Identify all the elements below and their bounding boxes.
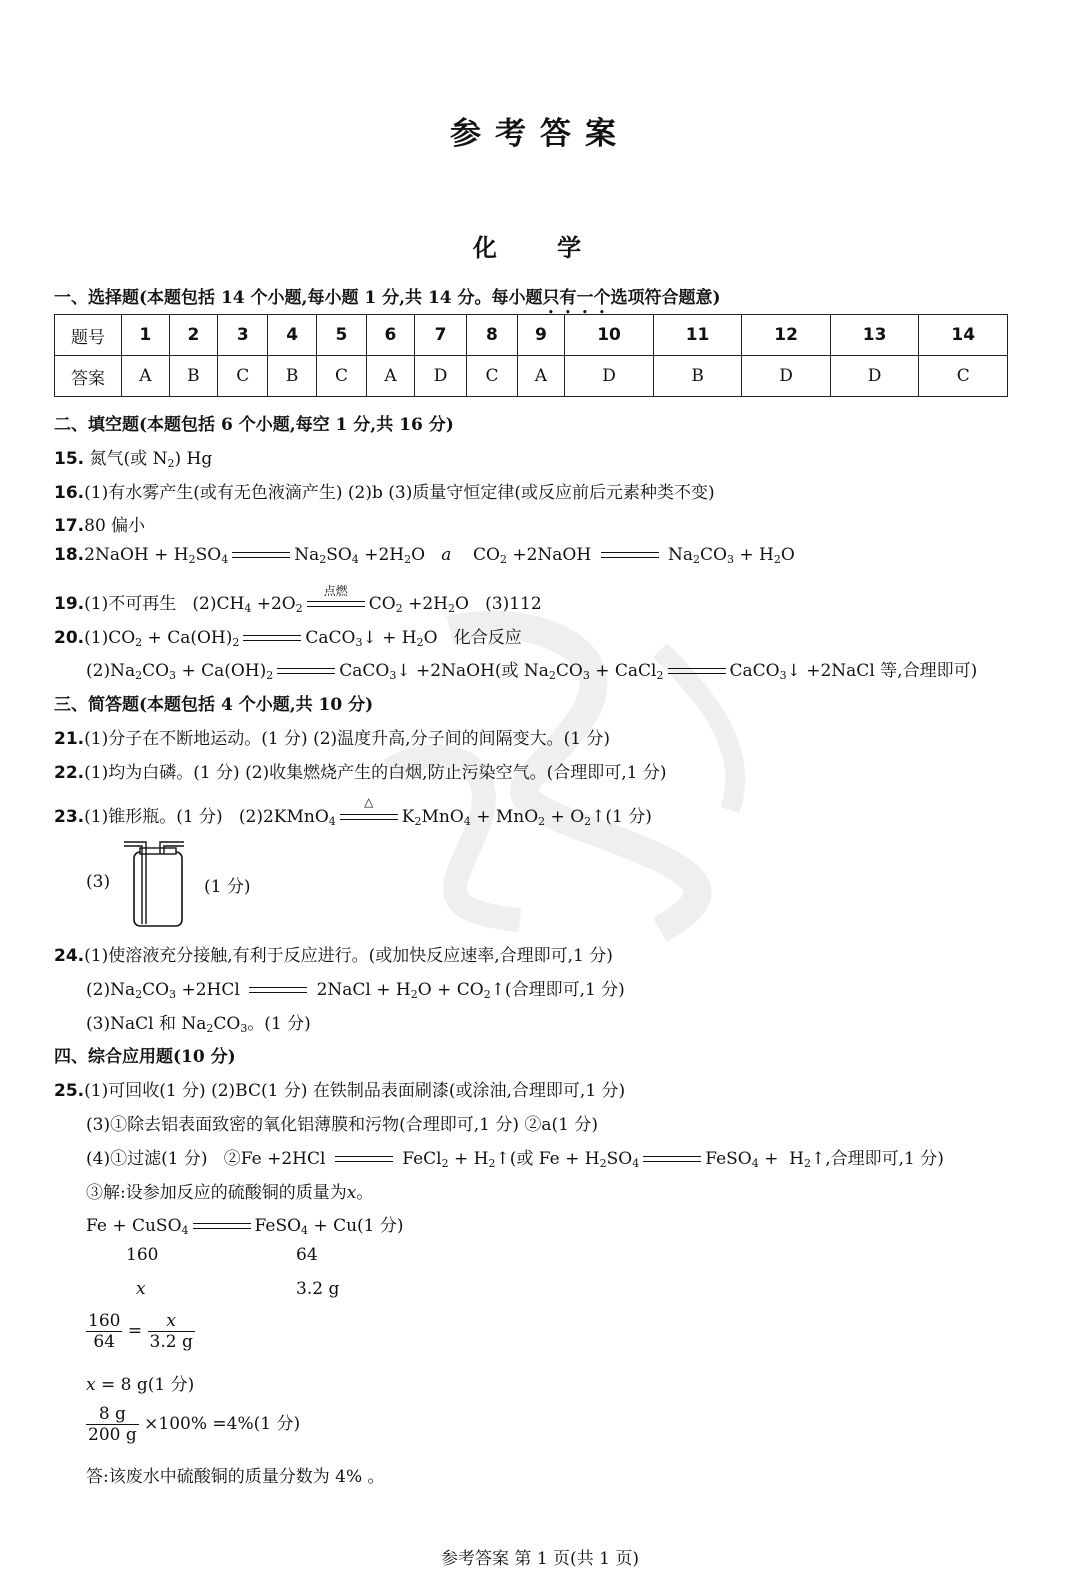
answer-line-18: 18.2NaOH + $H_2SO_4$ $Na_2SO_4 +2H_2O$ a $CO_2$ +2NaOH $Na_2CO_3 + H_2O$ (54, 545, 795, 566)
page-footer: 参考答案 第 1 页(共 1 页) (441, 1549, 639, 1569)
table-cell: 7 (414, 315, 467, 356)
answer-line-22: 22.(1)均为白磷。(1 分) (2)收集燃烧产生的白烟,防止污染空气。(合理即可,1 分) (54, 763, 667, 783)
table-cell: C (467, 356, 517, 397)
table-cell: B (653, 356, 742, 397)
table-cell: B (169, 356, 217, 397)
section1-title: 一、选择题(本题包括 14 个小题,每小题 1 分,共 14 分。每小题只有一个选项符合题意) (54, 288, 721, 308)
answer-line-23-3-score: (1 分) (204, 877, 251, 897)
calc-molar-2: 64 (296, 1245, 318, 1265)
table-cell: 13 (830, 315, 919, 356)
table-row-numbers (55, 315, 1008, 356)
table-cell: 11 (653, 315, 742, 356)
table-cell: 2 (169, 315, 217, 356)
answer-line-25-3: (3)①除去铝表面致密的氧化铝薄膜和污物(合理即可,1 分) ②a(1 分) (86, 1115, 598, 1135)
gas-bottle-diagram (120, 838, 190, 930)
answer-line-24-1: 24.(1)使溶液充分接触,有利于反应进行。(或加快反应速率,合理即可,1 分) (54, 946, 613, 966)
table-cell: 6 (367, 315, 415, 356)
table-cell: D (742, 356, 831, 397)
answer-line-24-2: $(2)Na_2CO_3 +2HCl$ 2NaCl + $H_2O$ + $CO_2↑$(合理即可,1 分) (86, 980, 625, 1001)
answer-line-23: 23.(1)锥形瓶。(1 分) (2)2KMnO$_4$ △ $K_2MnO_4 + MnO_2$ + $O_2↑(1$ 分) (54, 794, 652, 828)
table-cell: 8 (467, 315, 517, 356)
table-cell: C (218, 356, 268, 397)
emphasis-text: 只有一个 (542, 288, 611, 308)
section2-title: 二、填空题(本题包括 6 个小题,每空 1 分,共 16 分) (54, 415, 454, 435)
calc-percentage: $\frac{8 g}{200 g}$ ×100% =4%(1 分) (88, 1404, 301, 1445)
table-cell: 10 (565, 315, 654, 356)
table-cell: D (414, 356, 467, 397)
table-cell: B (268, 356, 316, 397)
answer-line-25-solve: ③解:设参加反应的硫酸铜的质量为x。 (86, 1183, 374, 1203)
answer-line-20-2: $(2)Na_2CO_3 + Ca(OH)_2$ CaCO$_3$↓ +2NaOH(或 $Na_2CO_3$ + CaCl$_2$ CaCO$_3$↓ +2NaCl 等,合理即可) (86, 661, 978, 682)
table-cell: 5 (316, 315, 366, 356)
final-answer: 答:该废水中硫酸铜的质量分数为 4% 。 (86, 1467, 385, 1487)
section3-title: 三、简答题(本题包括 4 个小题,共 10 分) (54, 695, 374, 715)
reaction-condition: 点燃 (323, 583, 348, 598)
answer-line-16: 16.(1)有水雾产生(或有无色液滴产生) (2)b (3)质量守恒定律(或反应前后元素种类不变) (54, 483, 715, 503)
answer-line-19: 19.(1)不可再生 $(2)CH_4 +2O_2$ 点燃 $CO_2 +2H_2O$ (3)112 (54, 583, 542, 615)
calc-molar-1: 160 (126, 1245, 159, 1265)
table-cell: 9 (517, 315, 565, 356)
answer-line-21: 21.(1)分子在不断地运动。(1 分) (2)温度升高,分子间的间隔变大。(1 分) (54, 729, 611, 749)
answer-line-25-1: 25.(1)可回收(1 分) (2)BC(1 分) 在铁制品表面刷漆(或涂油,合理即可,1 分) (54, 1081, 626, 1101)
table-cell: 4 (268, 315, 316, 356)
answer-line-15: 15. 氮气(或 $N_2$) Hg (54, 449, 213, 470)
table-cell: C (316, 356, 366, 397)
table-cell: 1 (122, 315, 170, 356)
table-cell: 12 (742, 315, 831, 356)
answer-line-25-4: (4)①过滤(1 分) ②Fe +2HCl FeCl$_2$ + $H_2↑$(或 $Fe + H_2SO_4$ FeSO$_4$ + $H_2↑$,合理即可,1 分) (86, 1149, 944, 1170)
answer-line-17: 17.80 偏小 (54, 516, 146, 536)
page-title: 参考答案 (450, 116, 630, 152)
table-header-cell: 题号 (55, 315, 122, 356)
section4-title: 四、综合应用题(10 分) (54, 1047, 236, 1067)
table-cell: D (565, 356, 654, 397)
calc-mass: 3.2 g (296, 1279, 340, 1299)
table-cell: A (367, 356, 415, 397)
table-cell: C (919, 356, 1008, 397)
calc-proportion: $\frac{160}{64}$ = $\frac{x}{3.2 g}$ (88, 1311, 193, 1352)
answer-table (54, 314, 1008, 397)
table-cell: 3 (218, 315, 268, 356)
subject-title: 化 学 (472, 233, 608, 262)
table-cell: 14 (919, 315, 1008, 356)
reaction-condition: △ (364, 794, 374, 809)
calc-unknown: x (136, 1279, 146, 1299)
calc-equation: Fe + CuSO$_4$ FeSO$_4$ + Cu(1 分) (86, 1216, 404, 1237)
table-cell: D (830, 356, 919, 397)
answer-line-24-3: (3)NaCl 和 $Na_2CO_3$。(1 分) (86, 1014, 311, 1035)
table-header-cell: 答案 (55, 356, 122, 397)
table-cell: A (122, 356, 170, 397)
table-row-answers (55, 356, 1008, 397)
table-cell: A (517, 356, 565, 397)
calc-result: x = 8 g(1 分) (86, 1375, 195, 1395)
answer-line-20-1: $20.(1)CO_2 + Ca(OH)_2$ CaCO$_3$↓ + $H_2O$ 化合反应 (54, 628, 522, 649)
answer-line-23-3-label: (3) (86, 872, 111, 892)
